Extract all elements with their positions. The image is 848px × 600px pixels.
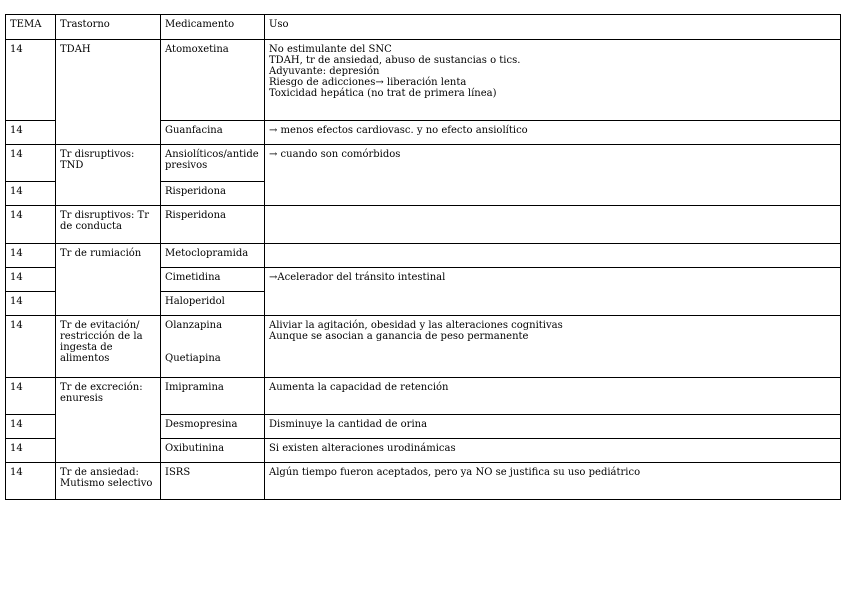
uso-line: TDAH, tr de ansiedad, abuso de sustancias o tics.	[269, 55, 521, 66]
trastorno-cell: Tr de ansiedad: Mutismo selectivo	[56, 463, 161, 500]
tema-cell: 14	[6, 415, 56, 439]
medicamento-cell: ISRS	[161, 463, 265, 500]
uso-cell	[265, 316, 841, 378]
uso-cell: Disminuye la cantidad de orina	[265, 415, 841, 439]
medicamento-line: Quetiapina	[165, 353, 221, 364]
tema-cell: 14	[6, 182, 56, 206]
uso-line: Riesgo de adicciones→ liberación lenta	[269, 77, 467, 88]
medicamento-cell: Metoclopramida	[161, 244, 265, 268]
tema-cell: 14	[6, 121, 56, 145]
tema-cell: 14	[6, 244, 56, 268]
medicamento-cell: Risperidona	[161, 206, 265, 244]
medicamento-line: Olanzapina	[165, 320, 223, 331]
table-row	[6, 206, 841, 244]
trastorno-cell: Tr de excreción: enuresis	[56, 378, 161, 463]
spacer	[165, 331, 261, 353]
medicamento-cell: Desmopresina	[161, 415, 265, 439]
tema-cell: 14	[6, 316, 56, 378]
uso-cell	[265, 40, 841, 121]
trastorno-cell: Tr de rumiación	[56, 244, 161, 316]
medicamento-cell	[161, 316, 265, 378]
table-row	[6, 244, 841, 268]
table-row	[6, 40, 841, 121]
tema-cell: 14	[6, 378, 56, 415]
tema-cell: 14	[6, 292, 56, 316]
trastorno-cell: TDAH	[56, 40, 161, 145]
tema-cell: 14	[6, 206, 56, 244]
tema-cell: 14	[6, 145, 56, 182]
tema-cell: 14	[6, 463, 56, 500]
medicamento-cell: Haloperidol	[161, 292, 265, 316]
medicamento-cell: Risperidona	[161, 182, 265, 206]
uso-cell: → cuando son comórbidos	[265, 145, 841, 206]
trastorno-cell: Tr disruptivos: Tr de conducta	[56, 206, 161, 244]
uso-line: No estimulante del SNC	[269, 44, 392, 55]
medicamento-cell: Cimetidina	[161, 268, 265, 292]
uso-cell: Aumenta la capacidad de retención	[265, 378, 841, 415]
header-row	[6, 15, 841, 40]
medication-table	[5, 14, 841, 500]
uso-cell: Si existen alteraciones urodinámicas	[265, 439, 841, 463]
trastorno-cell: Tr disruptivos: TND	[56, 145, 161, 206]
medicamento-cell: Guanfacina	[161, 121, 265, 145]
header-medicamento: Medicamento	[161, 15, 265, 40]
medicamento-cell: Oxibutinina	[161, 439, 265, 463]
uso-cell	[265, 206, 841, 244]
header-uso: Uso	[265, 15, 841, 40]
medicamento-cell: Ansiolíticos/antidepresivos	[161, 145, 265, 182]
table-row	[6, 316, 841, 378]
tema-cell: 14	[6, 40, 56, 121]
medicamento-cell: Imipramina	[161, 378, 265, 415]
uso-cell: →Acelerador del tránsito intestinal	[265, 268, 841, 316]
uso-line: Aliviar la agitación, obesidad y las alteraciones cognitivas	[269, 320, 563, 331]
uso-cell: → menos efectos cardiovasc. y no efecto ansiolítico	[265, 121, 841, 145]
header-trastorno: Trastorno	[56, 15, 161, 40]
trastorno-cell: Tr de evitación/ restricción de la ingesta de alimentos	[56, 316, 161, 378]
medicamento-cell: Atomoxetina	[161, 40, 265, 121]
uso-line: Adyuvante: depresión	[269, 66, 380, 77]
uso-line: Aunque se asocian a ganancia de peso permanente	[269, 331, 529, 342]
uso-cell	[265, 244, 841, 268]
table-row	[6, 463, 841, 500]
table-row	[6, 145, 841, 182]
tema-cell: 14	[6, 268, 56, 292]
uso-cell: Algún tiempo fueron aceptados, pero ya NO se justifica su uso pediátrico	[265, 463, 841, 500]
table-row	[6, 378, 841, 415]
uso-line: Toxicidad hepática (no trat de primera línea)	[269, 88, 497, 99]
header-tema: TEMA	[6, 15, 56, 40]
tema-cell: 14	[6, 439, 56, 463]
